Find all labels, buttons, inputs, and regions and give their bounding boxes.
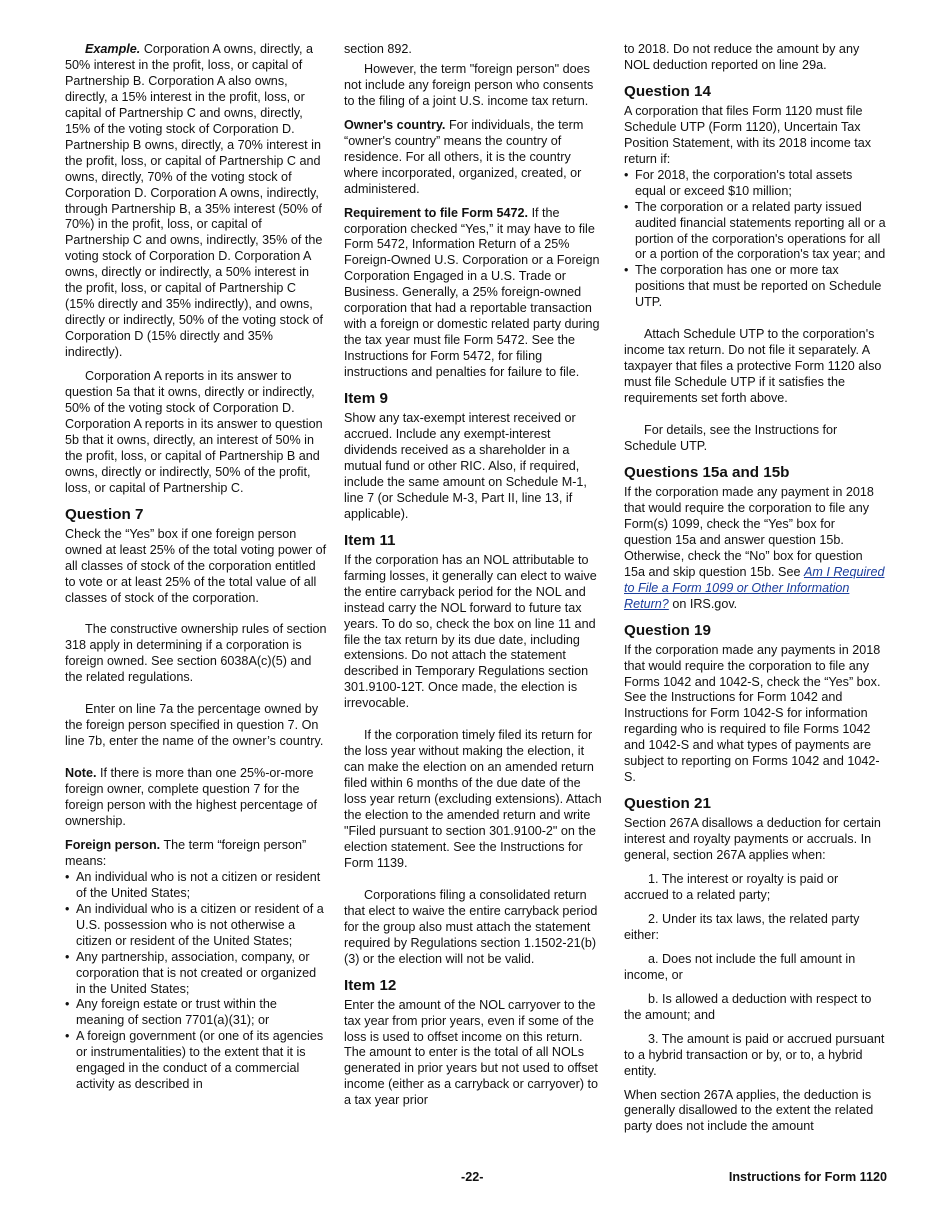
question-7-rules: The constructive ownership rules of section 318 apply in determining if a corporation is foreign owned. See section 6038A(c)(5) and the related regulations. — [65, 622, 327, 685]
requirement-5472-text: If the corporation checked “Yes,” it may have to file Form 5472, Information Return of a 25% Foreign-Owned U.S. Corporation or a Foreign Corporation Engaged in a U.S. Trade or Business. Generally, a 25% foreign-owned corporation that had a reportable transaction with a foreign or domestic related party during the tax year must file Form 5472. See the Instructions for Form 5472, for filing instructions and penalties for failure to file. — [344, 205, 600, 380]
owners-country-paragraph — [344, 118, 606, 198]
bullet-item: • The corporation has one or more tax positions that must be reported on Schedule UTP. — [624, 263, 886, 311]
question-21-when: When section 267A applies, the deduction is generally disallowed to the extent the related party does not include the amount — [624, 1087, 874, 1134]
foreign-person-lead: Foreign person. — [65, 837, 161, 852]
example-paragraph — [65, 42, 327, 361]
heading-question-7: Question 7 — [65, 505, 144, 523]
item-9-text: Show any tax-exempt interest received or accrued. Include any exempt-interest dividends received as a shareholder in a mutual fund or other RIC. Also, if required, include the same amount on Schedule M-1, line 7 (or Schedule M-3, Part II, line 13, if applicable). — [344, 411, 587, 521]
item-11-text: If the corporation has an NOL attributable to farming losses, it generally can elect to waive the entire carryback period for the NOL and instead carry the NOL forward to future tax years. To do so, check the box on line 11 and file the tax return by its due date, including extensions. Do not attach the statement described in Temporary Regulations section 301.9100-12T. Once made, the election is irrevocable. — [344, 552, 597, 711]
bullet-item: • A foreign government (or one of its agencies or instrumentalities) to the extent that it is engaged in the conduct of a commercial activity as described in — [65, 1029, 327, 1093]
heading-item-12: Item 12 — [344, 976, 397, 994]
bullet-item: • An individual who is not a citizen or resident of the United States; — [65, 870, 327, 902]
bullet-item: • Any partnership, association, company, or corporation that is not created or organized in the United States; — [65, 950, 327, 998]
questions-15-paragraph — [624, 485, 886, 613]
numbered-item: 3. The amount is paid or accrued pursuant to a hybrid transaction or by, or to, a hybrid entity. — [624, 1031, 885, 1078]
bullet-item: • Any foreign estate or trust within the meaning of section 7701(a)(31); or — [65, 997, 327, 1029]
bullet-item: • The corporation or a related party issued audited financial statements reporting all or a portion of the corporation's operations for all or a portion of the corporation's tax year; and — [624, 200, 886, 264]
however-paragraph: However, the term "foreign person" does not include any foreign person who consents to the filing of a joint U.S. income tax return. — [344, 61, 594, 108]
question-7-text: Check the “Yes” box if one foreign person owned at least 25% of the total voting power of all classes of stock of the corporation entitled to vote or at least 25% of the total value of all classes of stock of the corporation. — [65, 526, 327, 605]
numbered-item: b. Is allowed a deduction with respect to the amount; and — [624, 991, 872, 1022]
question-14-text: A corporation that files Form 1120 must file Schedule UTP (Form 1120), Uncertain Tax Position Statement, with its 2018 income tax return if: — [624, 103, 872, 166]
example-text: Corporation A owns, directly, a 50% interest in the profit, loss, or capital of Partnership B. Corporation A also owns, directly, a 15% interest in the profit, loss, or capital of Partnership C and owns, directly, 15% of the voting stock of Corporation D. Partnership B owns, directly, a 70% interest in the profit, loss, or capital of Partnership C and owns, directly, 70% of the voting stock of Corporation D. Corporation A owns, indirectly, through Partnership B, a 35% interest (50% of 70%) in the profit, loss, or capital of Partnership C and owns, indirectly, 35% of the voting stock of Corporation D. Corporation A owns, directly or indirectly, a 50% interest in the profit, loss, or capital of Partnership C (15% directly and 35% indirectly), and owns, directly or indirectly, 50% of the voting stock of Corporation D (15% directly and 35% indirectly). — [65, 42, 324, 360]
numbered-item: 2. Under its tax laws, the related party either: — [624, 911, 860, 942]
note-lead: Note. — [65, 766, 97, 781]
continued-text: to 2018. Do not reduce the amount by any NOL deduction reported on line 29a. — [624, 42, 860, 72]
heading-question-14: Question 14 — [624, 82, 711, 100]
requirement-5472-lead: Requirement to file Form 5472. — [344, 205, 529, 220]
bullet-item: • For 2018, the corporation's total assets equal or exceed $10 million; — [624, 168, 886, 200]
questions-15-text: If the corporation made any payment in 2018 that would require the corporation to file any Form(s) 1099, check the “Yes” box for question 15a and answer question 15b. Otherwise, check the “No” box for question 15a and skip question 15b. See — [624, 484, 874, 579]
question-7-line: Enter on line 7a the percentage owned by the foreign person specified in question 7. On line 7b, enter the name of the owner’s country. — [65, 702, 324, 749]
item-12-text: Enter the amount of the NOL carryover to the tax year from prior years, even if some of the loss is used to offset income on this return. The amount to enter is the total of all NOLs generated in prior years but not used to offset income (either as a carryback or carryover) to a tax year prior — [344, 997, 599, 1108]
heading-item-9: Item 9 — [344, 390, 388, 408]
question-19-text: If the corporation made any payments in 2018 that would require the corporation to file any Forms 1042 and 1042-S, check the “Yes” box. See the Instructions for Form 1042 and Instructions for Form 1042-S for information regarding who is required to file Forms 1042 and 1042-S and what types of payments are subject to reporting on Forms 1042 and 1042-S. — [624, 642, 881, 785]
heading-item-11: Item 11 — [344, 531, 396, 549]
heading-question-21: Question 21 — [624, 795, 711, 813]
requirement-5472-paragraph — [344, 206, 606, 381]
heading-question-19: Question 19 — [624, 621, 711, 639]
continued-text: section 892. — [344, 42, 412, 56]
column-left — [65, 42, 327, 1093]
example-lead: Example. — [85, 42, 141, 56]
question-14-attach: Attach Schedule UTP to the corporation's income tax return. Do not file it separately. A taxpayer that files a protective Form 1120 also must file Schedule UTP if it satisfies the requirements set forth above. — [624, 327, 882, 406]
form-1099-link[interactable]: Am I Required to File a Form 1099 or Other Information Return? — [624, 564, 885, 611]
question-14-details: For details, see the Instructions for Schedule UTP. — [624, 423, 838, 454]
paragraph-5a: Corporation A reports in its answer to question 5a that it owns, directly or indirectly, 50% of the voting stock of Corporation D. Corporation A reports in its answer to question 5b that it owns, directly, an interest of 50% in the profit, loss, or capital of Partnership B and owns, directly or indirectly, 50% of the profit, loss, or capital of Partnership C. — [65, 369, 323, 495]
heading-questions-15a-15b: Questions 15a and 15b — [624, 463, 790, 481]
foreign-person-paragraph — [65, 838, 327, 870]
owners-country-lead: Owner's country. — [344, 117, 446, 132]
foreign-person-text: The term “foreign person” means: — [65, 837, 307, 868]
page-number: -22- — [461, 1170, 484, 1184]
numbered-item: 1. The interest or royalty is paid or accrued to a related party; — [624, 872, 839, 902]
column-middle — [344, 42, 606, 1117]
owners-country-text: For individuals, the term “owner's country” means the country of residence. For all others, it is the country where incorporated, organized, created, or administered. — [344, 117, 584, 196]
item-11-consolidated: Corporations filing a consolidated return that elect to waive the entire carryback period for the group also must attach the statement required by Regulations section 1.1502-21(b)(3) or the election will not be valid. — [344, 887, 598, 966]
note-text: If there is more than one 25%-or-more foreign owner, complete question 7 for the foreign person with the highest percentage of ownership. — [65, 766, 318, 828]
page-footer — [65, 1170, 887, 1188]
note-paragraph — [65, 766, 327, 830]
question-21-text: Section 267A disallows a deduction for certain interest and royalty payments or accruals. In general, section 267A applies when: — [624, 816, 881, 863]
column-right — [624, 42, 886, 1143]
item-11-timely: If the corporation timely filed its return for the loss year without making the election, it can make the election on an amended return filed within 6 months of the due date of the loss year return (excluding extensions). Attach the election to the amended return and write "Filed pursuant to section 301.9100-2" on the election statement. See the Instructions for Form 1139. — [344, 728, 602, 870]
bullet-item: • An individual who is a citizen or resident of a U.S. possession who is not otherwise a citizen or resident of the United States; — [65, 902, 327, 950]
numbered-item: a. Does not include the full amount in income, or — [624, 951, 856, 982]
form-title: Instructions for Form 1120 — [728, 1170, 887, 1184]
questions-15-tail: on IRS.gov. — [672, 596, 738, 611]
